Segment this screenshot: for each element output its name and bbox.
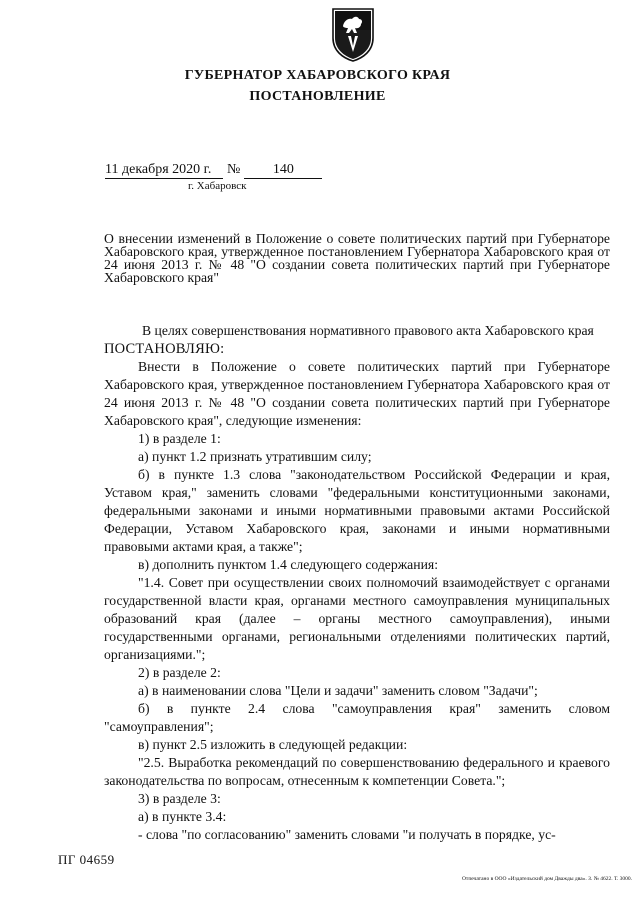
document-type-heading: ПОСТАНОВЛЕНИЕ: [249, 89, 386, 104]
coat-of-arms-icon: [330, 6, 376, 62]
body-paragraph: б) в пункте 2.4 слова "самоуправления края" заменить словом "самоуправления";: [104, 701, 610, 734]
document-body: [104, 322, 610, 844]
number-sign: №: [227, 162, 241, 177]
body-paragraph: а) в наименовании слова "Цели и задачи" заменить словом "Задачи";: [138, 683, 538, 698]
body-paragraph: 2) в разделе 2:: [138, 665, 221, 680]
body-paragraph: "2.5. Выработка рекомендаций по совершенствованию федерального и краевого законодательства по вопросам, отнесенным к компетенции Совета.";: [104, 755, 610, 788]
document-city: г. Хабаровск: [188, 180, 247, 192]
body-paragraph: "1.4. Совет при осуществлении своих полномочий взаимодействует с органами государственной власти края, органами местного самоуправления муниципальных образований края (далее – органы местного самоуправления), иными государственными органами, региональными отделениями политических партий, организациями.";: [104, 575, 610, 662]
form-code: ПГ 04659: [58, 852, 115, 867]
preamble: В целях совершенствования нормативного правового акта Хабаровского края: [142, 323, 594, 338]
document-date: 11 декабря 2020 г.: [105, 162, 223, 179]
document-subject: О внесении изменений в Положение о совете политических партий при Губернаторе Хабаровского края, утвержденное постановлением Губернатора Хабаровского края от 24 июня 2013 г. № 48 "О создании совета политических партий при Губернаторе Хабаровского края": [104, 231, 610, 285]
printer-imprint: Отпечатано в ООО «Издательский дом Дважды два». З. № 4622. Т. 3000.: [461, 876, 632, 882]
resolves-heading: ПОСТАНОВЛЯЮ:: [104, 341, 225, 357]
body-paragraph: в) пункт 2.5 изложить в следующей редакции:: [138, 737, 408, 752]
body-paragraph: Внести в Положение о совете политических партий при Губернаторе Хабаровского края, утвержденное постановлением Губернатора Хабаровского края от 24 июня 2013 г. № 48 "О создании совета политических партий при Губернаторе Хабаровского края", следующие изменения:: [104, 359, 610, 428]
document-number: 140: [244, 162, 322, 179]
body-paragraph: 3) в разделе 3:: [138, 791, 221, 806]
body-paragraph: - слова "по согласованию" заменить словами "и получать в порядке, ус-: [138, 827, 556, 842]
body-paragraph: в) дополнить пунктом 1.4 следующего содержания:: [138, 557, 439, 572]
date-number-line: [105, 162, 322, 179]
body-paragraph: а) пункт 1.2 признать утратившим силу;: [138, 449, 372, 464]
body-paragraph: а) в пункте 3.4:: [138, 809, 227, 824]
authority-heading: ГУБЕРНАТОР ХАБАРОВСКОГО КРАЯ: [184, 68, 451, 83]
body-paragraph: б) в пункте 1.3 слова "законодательством Российской Федерации и края, Уставом края," заменить словами "федеральными конституционными законами, федеральными законами и иными нормативными правовыми актами Российской Федерации, Уставом Хабаровского края, законами и иными нормативными правовыми актами края, а также";: [104, 467, 610, 554]
body-paragraph: 1) в разделе 1:: [138, 431, 221, 446]
